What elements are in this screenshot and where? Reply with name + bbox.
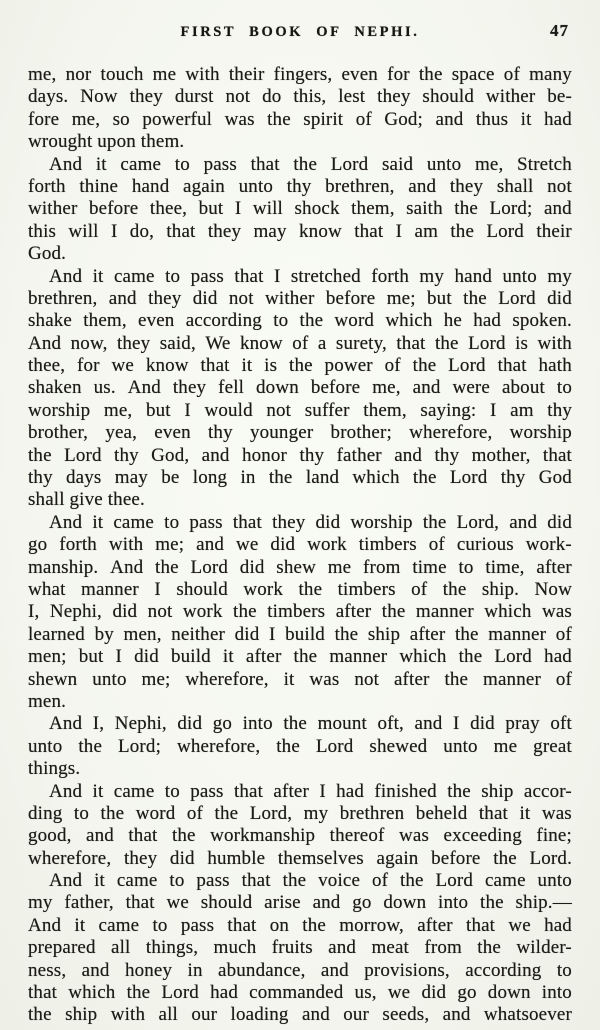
text-line: ding to the word of the Lord, my brethren beheld that it was: [28, 802, 572, 824]
text-line: wherefore, they did humble themselves again before the Lord.: [28, 847, 572, 869]
page-title: FIRST BOOK OF NEPHI.: [180, 24, 420, 40]
paragraph: [28, 781, 572, 871]
text-line: prepared all things, much fruits and meat from the wilder-: [28, 937, 572, 959]
text-line: And it came to pass that after I had finished the ship accor-: [49, 780, 572, 802]
text-line: ness, and honey in abundance, and provisions, according to: [28, 959, 572, 981]
text-line: this will I do, that they may know that I am the Lord their: [28, 220, 572, 242]
paragraph: [28, 64, 572, 154]
text-line: good, and that the workmanship thereof was exceeding fine;: [28, 825, 572, 847]
text-line: shall give thee.: [28, 489, 145, 511]
paragraph: [28, 713, 572, 780]
text-line: fore me, so powerful was the spirit of God; and thus it had: [28, 108, 572, 130]
text-line: unto the Lord; wherefore, the Lord shewed unto me great: [28, 735, 572, 757]
text-line: I, Nephi, did not work the timbers after the manner which was: [28, 601, 572, 623]
text-line: what manner I should work the timbers of the ship. Now: [28, 578, 572, 600]
text-line: worship me, but I would not suffer them, saying: I am thy: [28, 399, 572, 421]
text-line: the Lord thy God, and honor thy father and thy mother, that: [28, 444, 572, 466]
text-line: God.: [28, 243, 67, 265]
text-line: forth thine hand again unto thy brethren, and they shall not: [28, 175, 572, 197]
text-line: that which the Lord had commanded us, we did go down into: [28, 982, 572, 1004]
text-line: men.: [28, 690, 67, 712]
text-line: me, nor touch me with their fingers, even for the space of many: [28, 64, 572, 85]
text-line: And now, they said, We know of a surety, that the Lord is with: [28, 332, 572, 354]
text-line: wither before thee, but I will shock them, saith the Lord; and: [28, 198, 572, 220]
paragraph: [28, 512, 572, 714]
text-line: my father, that we should arise and go down into the ship.—: [28, 892, 572, 914]
text-line: learned by men, neither did I build the ship after the manner of: [28, 623, 572, 645]
text-line: brother, yea, even thy younger brother; wherefore, worship: [28, 422, 572, 444]
text-line: thee, for we know that it is the power of the Lord that hath: [28, 355, 572, 377]
paragraph: [28, 154, 572, 266]
text-line: wrought upon them.: [28, 131, 185, 153]
text-line: And it came to pass that they did worship the Lord, and did: [49, 511, 572, 533]
paragraph: [28, 870, 572, 1027]
page-number: 47: [550, 21, 569, 40]
text-line: thy days may be long in the land which the Lord thy God: [28, 467, 572, 489]
text-line: brethren, and they did not wither before me; but the Lord did: [28, 287, 572, 309]
text-line: And it came to pass that the Lord said unto me, Stretch: [49, 153, 572, 175]
page-body: [0, 64, 600, 1027]
text-line: the ship with all our loading and our seeds, and whatsoever: [28, 1004, 572, 1026]
text-line: go forth with me; and we did work timbers of curious work-: [28, 534, 572, 556]
text-line: shake them, even according to the word which he had spoken.: [28, 310, 572, 332]
text-line: shewn unto me; wherefore, it was not after the manner of: [28, 668, 572, 690]
text-line: And I, Nephi, did go into the mount oft, and I did pray oft: [49, 713, 572, 735]
text-line: shaken us. And they fell down before me, and were about to: [28, 377, 572, 399]
text-line: And it came to pass that on the morrow, after that we had: [28, 914, 572, 936]
running-head: [0, 0, 600, 44]
text-line: men; but I did build it after the manner which the Lord had: [28, 646, 572, 668]
text-line: days. Now they durst not do this, lest they should wither be-: [28, 86, 572, 108]
paragraph: [28, 266, 572, 512]
text-line: And it came to pass that I stretched forth my hand unto my: [49, 265, 572, 287]
text-line: manship. And the Lord did shew me from time to time, after: [28, 556, 572, 578]
text-line: things.: [28, 758, 81, 780]
text-line: And it came to pass that the voice of the Lord came unto: [49, 870, 572, 892]
